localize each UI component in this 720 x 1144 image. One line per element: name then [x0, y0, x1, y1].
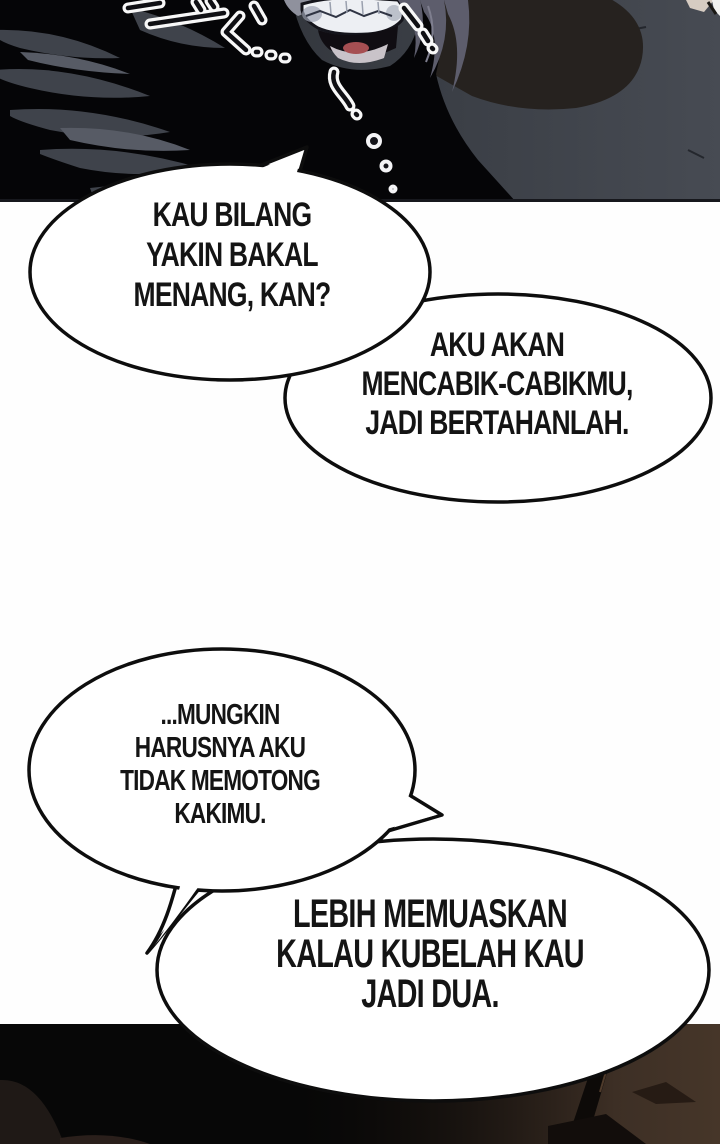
- speech-line: AKU AKAN: [429, 326, 565, 364]
- speech-line: TIDAK MEMOTONG: [120, 765, 320, 797]
- speech-line: LEBIH MEMUASKAN: [292, 892, 567, 936]
- speech-line: HARUSNYA AKU: [134, 732, 306, 764]
- speech-line: KALAU KUBELAH KAU: [276, 932, 584, 976]
- speech-line: JADI BERTAHANLAH.: [365, 404, 629, 442]
- speech-line: KAU BILANG: [152, 196, 312, 234]
- speech-bubble-3-text: [64, 699, 376, 831]
- top-art-panel: [0, 0, 720, 202]
- tongue: [343, 42, 369, 54]
- speech-line: MENCABIK-CABIKMU,: [361, 365, 633, 403]
- speech-bubble-2-text: [341, 326, 653, 443]
- speech-bubble-4-text: [243, 894, 617, 1014]
- speech-line: KAKIMU.: [174, 798, 266, 830]
- speech-line: MENANG, KAN?: [133, 276, 331, 314]
- speech-line: YAKIN BAKAL: [146, 236, 318, 274]
- speech-line: JADI DUA.: [361, 972, 499, 1016]
- speech-bubble-1-text: [76, 195, 388, 315]
- speech-line: ...MUNGKIN: [160, 699, 280, 731]
